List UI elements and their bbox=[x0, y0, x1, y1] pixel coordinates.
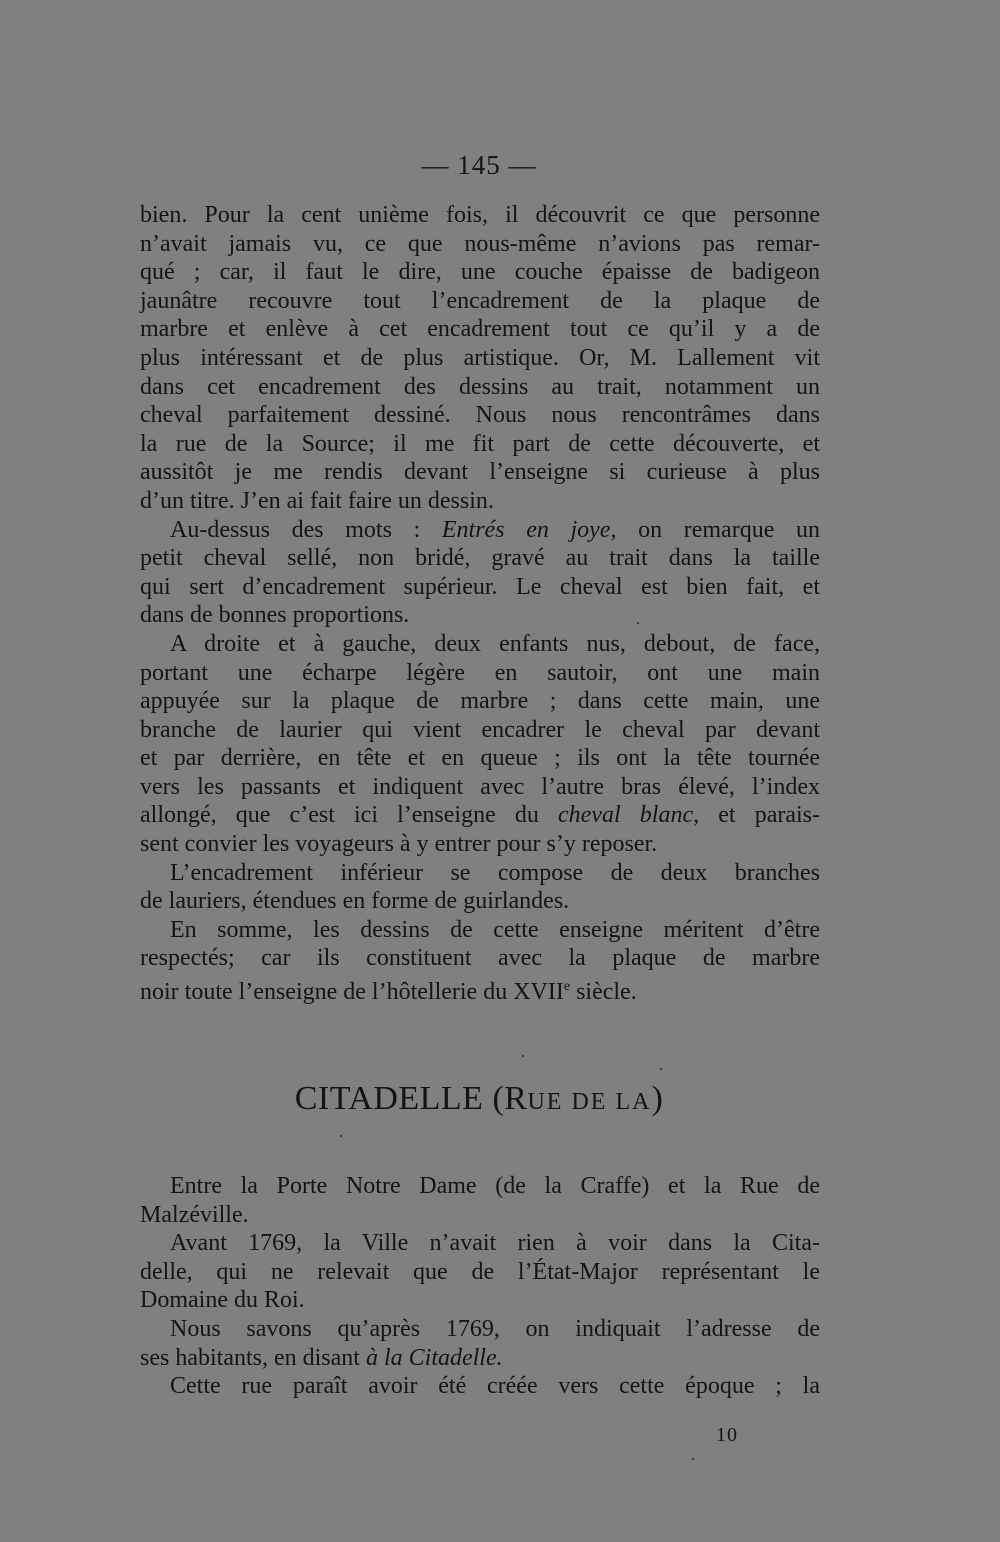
italic-inn-name: cheval blanc, bbox=[558, 802, 700, 829]
text-line: dans de bonnes proportions. bbox=[140, 602, 410, 629]
text-line: respectés; car ils constituent avec la plaque de marbre bbox=[140, 945, 820, 972]
scan-speck bbox=[660, 1068, 662, 1070]
paragraph-4 bbox=[140, 859, 820, 916]
paragraph-7 bbox=[140, 1229, 820, 1315]
text-run: Au-dessus des mots : bbox=[170, 516, 442, 543]
text-line: et par derrière, en tête et en queue ; ils ont la tête tournée bbox=[140, 745, 820, 772]
text-run: allongé, que c’est ici l’enseigne du bbox=[140, 802, 559, 829]
text-run: et parais- bbox=[699, 802, 820, 829]
text-line: vers les passants et indiquent avec l’autre bras élevé, l’index bbox=[140, 773, 820, 800]
text-line: delle, qui ne relevait que de l’État-Major représentant le bbox=[140, 1258, 820, 1285]
paragraph-9 bbox=[140, 1372, 820, 1401]
scan-speck bbox=[692, 1458, 694, 1460]
text-block-enseigne bbox=[140, 201, 820, 1007]
text-run: ses habitants, en disant bbox=[140, 1344, 366, 1371]
text-line bbox=[140, 973, 820, 1007]
text-line bbox=[140, 516, 820, 545]
text-line: Entre la Porte Notre Dame (de la Craffe) et la Rue de bbox=[170, 1173, 820, 1199]
italic-address: à la Citadelle. bbox=[365, 1344, 503, 1371]
superscript: e bbox=[563, 979, 571, 995]
text-line: de lauriers, étendues en forme de guirlandes. bbox=[140, 888, 570, 915]
text-line: En somme, les dessins de cette enseigne méritent d’être bbox=[170, 916, 820, 943]
text-line: Avant 1769, la Ville n’avait rien à voir dans la Cita- bbox=[170, 1230, 820, 1257]
text-line: jaunâtre recouvre tout l’encadrement de la plaque de bbox=[140, 287, 820, 314]
text-line: aussitôt je me rendis devant l’enseigne si curieuse à plus bbox=[140, 459, 820, 486]
text-line: Nous savons qu’après 1769, on indiquait l’adresse de bbox=[170, 1315, 820, 1342]
paragraph-6 bbox=[140, 1172, 820, 1229]
text-line: qué ; car, il faut le dire, une couche épaisse de badigeon bbox=[140, 259, 820, 286]
scan-speck bbox=[522, 1055, 524, 1057]
text-line: branche de laurier qui vient encadrer le cheval par devant bbox=[140, 716, 820, 743]
scan-speck bbox=[340, 1135, 342, 1137]
text-line: n’avait jamais vu, ce que nous-même n’avions pas remar- bbox=[140, 230, 820, 257]
italic-quote: Entrés en joye, bbox=[441, 516, 617, 543]
text-line: sent convier les voyageurs à y entrer pour s’y reposer. bbox=[140, 831, 658, 858]
text-line: bien. Pour la cent unième fois, il découvrit ce que personne bbox=[140, 202, 820, 228]
text-line: qui sert d’encadrement supérieur. Le cheval est bien fait, et bbox=[140, 573, 820, 600]
heading-small-caps: UE DE LA bbox=[527, 1089, 652, 1115]
text-line: Malzéville. bbox=[140, 1201, 249, 1228]
text-line: petit cheval sellé, non bridé, gravé au trait dans la taille bbox=[140, 545, 820, 572]
heading-close: ) bbox=[651, 1080, 664, 1117]
paragraph-2 bbox=[140, 516, 820, 630]
text-line: dans cet encadrement des dessins au trait, notamment un bbox=[140, 373, 820, 400]
text-run: noir toute l’enseigne de l’hôtellerie du XVII bbox=[140, 979, 564, 1006]
paragraph-1 bbox=[140, 201, 820, 516]
heading-main: CITADELLE (R bbox=[294, 1080, 528, 1117]
text-line: appuyée sur la plaque de marbre ; dans cette main, une bbox=[140, 688, 820, 715]
text-line: marbre et enlève à cet encadrement tout ce qu’il y a de bbox=[140, 316, 820, 343]
text-block-citadelle bbox=[140, 1172, 820, 1401]
text-line: portant une écharpe légère en sautoir, ont une main bbox=[140, 659, 820, 686]
text-line: cheval parfaitement dessiné. Nous nous rencontrâmes dans bbox=[140, 402, 820, 429]
page-number: — 145 — bbox=[421, 150, 537, 180]
text-line: Domaine du Roi. bbox=[140, 1287, 305, 1314]
paragraph-8 bbox=[140, 1315, 820, 1372]
text-line: la rue de la Source; il me fit part de cette découverte, et bbox=[140, 430, 820, 457]
paragraph-3 bbox=[140, 630, 820, 859]
text-line: L’encadrement inférieur se compose de deux branches bbox=[170, 859, 820, 886]
text-line bbox=[140, 1344, 820, 1373]
text-run: siècle. bbox=[570, 979, 637, 1006]
text-line: Cette rue paraît avoir été créée vers cette époque ; la bbox=[170, 1373, 820, 1400]
text-line: plus intéressant et de plus artistique. Or, M. Lallement vit bbox=[140, 344, 820, 371]
scan-speck bbox=[637, 622, 639, 624]
signature-mark: 10 bbox=[716, 1424, 738, 1446]
text-line: d’un titre. J’en ai fait faire un dessin. bbox=[140, 487, 494, 514]
text-line bbox=[140, 801, 820, 830]
text-run: on remarque un bbox=[616, 516, 820, 543]
text-line: A droite et à gauche, deux enfants nus, debout, de face, bbox=[170, 630, 820, 657]
paragraph-5 bbox=[140, 916, 820, 1007]
section-heading bbox=[0, 1080, 958, 1118]
